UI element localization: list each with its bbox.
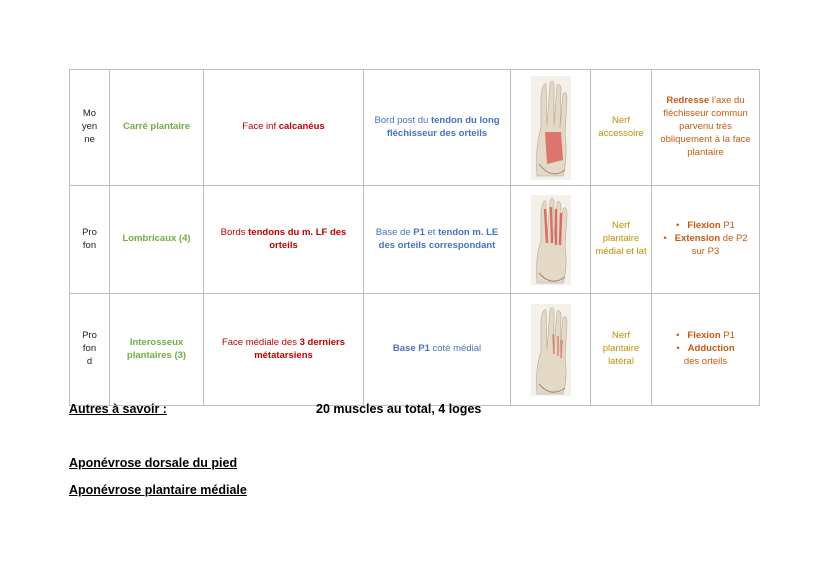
nerve-cell: Nerf plantaire médial et lat	[591, 186, 652, 294]
insertion-cell	[364, 186, 511, 294]
table-row	[70, 186, 760, 294]
insertion-text: Base de	[375, 226, 414, 238]
action-text: de P2 sur P3	[691, 233, 748, 257]
action-item	[656, 343, 755, 369]
origin-cell	[204, 186, 364, 294]
table-row	[70, 70, 760, 186]
insertion-mid-text: coté médial	[429, 343, 482, 355]
origin-text: Face inf	[242, 121, 279, 133]
insertion-bold-text: tendon du long fléchisseur des orteils	[386, 114, 500, 139]
depth-level-cell: Pro fon d	[70, 294, 110, 406]
dorsal-aponeurosis-heading: Aponévrose dorsale du pied	[69, 456, 238, 470]
action-bold-text: Adduction	[687, 343, 735, 355]
action-text: P1	[720, 330, 735, 342]
origin-text: Bords	[220, 226, 249, 238]
insertion-cell	[364, 70, 511, 186]
foot-image-cell	[511, 294, 591, 406]
muscle-name-cell: Interosseux plantaires (3)	[110, 294, 204, 406]
action-text: l’axe du fléchisseur commun parvenu très obliquement à la face plantaire	[660, 95, 751, 158]
action-bold-text: Flexion	[687, 330, 721, 342]
bullet-icon: •	[676, 330, 680, 342]
nerve-cell: Nerf plantaire latéral	[591, 294, 652, 406]
foot-skeleton-image	[531, 195, 571, 285]
muscle-name-cell: Lombricaux (4)	[110, 186, 204, 294]
action-text: des orteils	[683, 355, 728, 367]
action-cell	[652, 294, 760, 406]
foot-image-cell	[511, 70, 591, 186]
muscle-name-cell: Carré plantaire	[110, 70, 204, 186]
origin-text: Face médiale des	[221, 336, 300, 348]
origin-cell	[204, 70, 364, 186]
insertion-text: Bord post du	[374, 114, 431, 126]
bullet-icon: •	[676, 343, 680, 355]
action-list	[656, 330, 755, 368]
insertion-cell	[364, 294, 511, 406]
origin-bold-text: calcanéus	[278, 121, 325, 133]
insertion-bold-text-2: tendon m. LE des orteils correspondant	[378, 226, 499, 251]
action-item	[656, 330, 755, 343]
action-bold-text: Flexion	[687, 220, 721, 232]
foot-skeleton-image	[531, 76, 571, 180]
origin-bold-text: 3 derniers métatarsiens	[254, 336, 346, 361]
summary-text: 20 muscles au total, 4 loges	[316, 402, 482, 416]
origin-bold-text: tendons du m. LF des orteils	[248, 226, 347, 251]
insertion-mid-text: et	[424, 226, 439, 238]
action-cell	[652, 70, 760, 186]
action-text: P1	[720, 220, 735, 232]
plantar-aponeurosis-heading: Aponévrose plantaire médiale	[69, 483, 247, 497]
insertion-bold-text: Base P1	[392, 343, 430, 355]
foot-image-cell	[511, 186, 591, 294]
bullet-icon: •	[663, 233, 667, 245]
foot-skeleton-image	[531, 304, 571, 396]
insertion-bold-text: P1	[413, 226, 425, 238]
action-list	[656, 220, 755, 258]
action-bold-text: Extension	[674, 233, 721, 245]
nerve-cell: Nerf accessoire	[591, 70, 652, 186]
action-item	[656, 220, 755, 233]
depth-level-cell: Mo yen ne	[70, 70, 110, 186]
table-row	[70, 294, 760, 406]
bullet-icon: •	[676, 220, 680, 232]
other-heading: Autres à savoir :	[69, 402, 167, 416]
action-item	[656, 233, 755, 259]
action-cell	[652, 186, 760, 294]
muscle-table	[69, 69, 760, 406]
origin-cell	[204, 294, 364, 406]
action-bold-text: Redresse	[666, 95, 710, 107]
depth-level-cell: Pro fon	[70, 186, 110, 294]
